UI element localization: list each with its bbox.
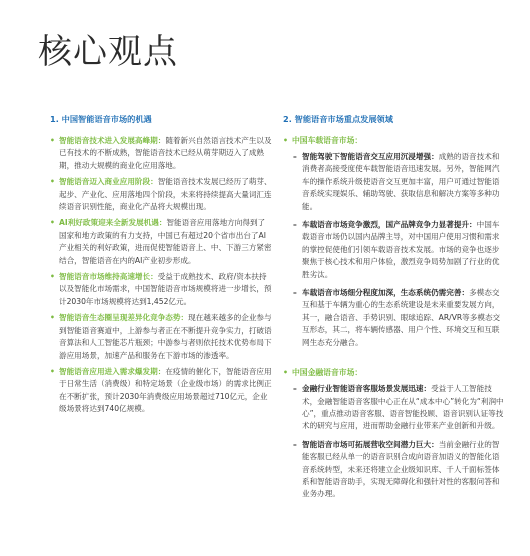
item-text: 受益于成熟技术、政府/资本扶持以及智能化市场需求，中国智能语音市场规模将进一步增长，预计2030年市场规模将达到1,452亿元。 [59,272,272,306]
item-text: 在疫情的催化下，智能语音应用于日常生活（消费级）和特定场景（企业级市场）的需求比例正在不断扩张，预计2030年消费级应用场景超过710亿元，企业级场景将达到740亿规模。 [59,366,272,414]
group-heading-auto [283,135,505,147]
item-text: 成熟的语音技术和消费者高接受度使车载智能语音迅速发展。另外，智能网汽车的操作系统升级使语音交互更加丰富，用户可通过智能语音系统实现娱乐、辅助驾驶、获取信息和解决方案等多种功能。 [302,152,500,211]
left-list-item [50,217,272,267]
item-highlight: 车载语音市场竞争激烈，国产品牌竞争力显著提升： [302,220,477,230]
bullet-icon: • [50,136,55,145]
left-list-item [50,366,272,416]
group-label: 中国金融语音市场： [292,368,363,378]
item-highlight: 智能语音技术进入发展高峰期： [59,136,166,145]
group-list-item [293,287,505,349]
item-text: 随着新兴自然语言技术产生以及已有技术的不断成熟，智能语音技术已经从萌芽期迈入了成熟期，推动大规模的商业化应用落地。 [59,136,272,170]
item-highlight: 智能语音市场维持高速增长： [59,272,158,282]
dash-icon: – [293,220,297,230]
right-column [283,114,505,507]
item-highlight: 金融行业智能语音客服场景发展迅速： [302,384,432,394]
group-heading-finance [283,367,505,379]
group-list-item [293,151,505,213]
item-highlight: 智能语音应用进入需求爆发期： [59,366,166,376]
item-highlight: 智能驾驶下智能语音交互应用沉浸增强： [302,152,439,161]
item-text: 中国车载语音市场仍以国内品牌主导，对中国用户使用习惯和需求的掌控促使他们引领车载语音技术发展。市场的竞争也逐步聚焦于核心技术和用户体验，激烈竞争局势加剧了行业的优胜劣汰。 [302,220,500,279]
bullet-icon: • [50,366,55,376]
bullet-icon: • [50,313,55,323]
item-highlight: 智能语音迈入商业应用阶段： [59,177,158,187]
item-text: 智能语音应用落地方向得到了国家和地方政策的有力支持，中国已有超过20个省市出台了AI产业相关的利好政策，进而促使智能语音上、中、下游三方紧密结合，智能语音在内的AI产业初步形成。 [59,218,272,265]
left-column [50,114,272,420]
page-title: 核心观点 [38,32,178,72]
item-text: 当前金融行业的智能客服已经从单一的语音识别合成向语音加语义的智能化语音系统转型，未来还将建立企业级知识库、千人千面标签体系和智能语音助手，实现无障碍化和强针对性的客服问答和业务办理。 [302,439,500,499]
group-list-item [293,383,505,433]
dash-icon: – [293,288,297,298]
dash-icon: – [293,384,297,394]
item-highlight: 智能语音生态圈呈现差异化竞争态势： [59,313,189,323]
left-list-item [50,312,272,362]
group-label: 中国车载语音市场： [292,136,363,145]
item-highlight: 智能语音市场可拓展营收空间潜力巨大： [302,439,439,449]
item-text: 多模态交互和基于车辆为重心的生态系统建设是未来重要发展方向，其一，融合语音、手势识别、眼球追踪、AR/VR等多模态交互形态，其二，将车辆传感器、用户个性、环境交互和互联网生态充分融合。 [302,288,501,347]
left-section-heading: 1. 中国智能语音市场的机遇 [50,114,152,124]
item-text: 智能语音技术发展已经历了萌芽、起步、产业化、应用落地四个阶段，未来将持续提高大量词汇连续语音识别性能，商业化产品将大规模出现。 [59,177,272,212]
left-list-item [50,135,272,172]
item-text: 现在越来越多的企业参与到智能语音赛道中，上游参与者正在不断提升竞争实力，打破语音算法和人工智能芯片瓶颈；中游参与者则依托技术优势布局下游应用场景，加速产品和服务在下游市场的渗透率。 [59,313,272,360]
dash-icon: – [293,152,297,161]
group-list-item [293,439,505,501]
bullet-icon: • [50,177,55,187]
right-section-heading: 2. 智能语音市场重点发展领域 [283,114,393,124]
dash-icon: – [293,439,297,449]
group-list-item [293,219,505,281]
item-highlight: AI利好政策迎来全新发展机遇： [59,218,167,228]
bullet-icon: • [50,272,55,282]
bullet-icon: • [283,136,288,145]
left-list-item [50,271,272,308]
left-list-item [50,176,272,213]
spacer [283,355,505,365]
bullet-icon: • [283,368,288,378]
item-text: 受益于人工智能技术，金融智能语音客服中心正在从“成本中心”转化为“利润中心”，重点推动语音客服、语音智能投顾、语音识别认证等技术的研究与应用，进而帮助金融行业带来产业创新和升级。 [302,384,504,431]
item-highlight: 车载语音市场细分程度加深，生态系统仍需完善： [302,288,470,298]
bullet-icon: • [50,218,55,228]
